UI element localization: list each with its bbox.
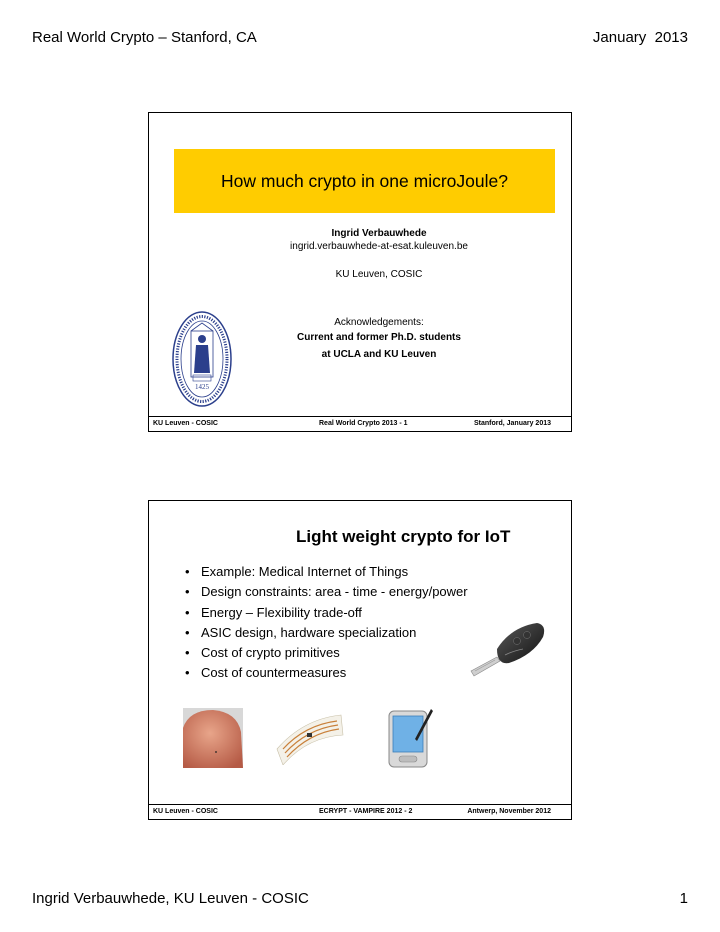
slide-1-footer: [149, 416, 571, 431]
slide-2-title: Light weight crypto for IoT: [296, 527, 511, 546]
bullet-item: • Example: Medical Internet of Things: [185, 562, 468, 582]
car-key-image: [467, 619, 547, 681]
acknowledgements-label: Acknowledgements:: [334, 317, 424, 328]
page-footer-left: Ingrid Verbauwhede, KU Leuven - COSIC: [32, 890, 309, 907]
slide-2-footer-middle: ECRYPT - VAMPIRE 2012 - 2: [319, 808, 413, 815]
slide-1-footer-right: Stanford, January 2013: [473, 420, 551, 427]
page-header-left: Real World Crypto – Stanford, CA: [32, 29, 257, 46]
slide-1-footer-middle: Real World Crypto 2013 - 1: [319, 420, 408, 427]
seal-year: 1425: [195, 383, 209, 391]
rfid-tag-image: [273, 709, 345, 765]
author-name: Ingrid Verbauwhede: [331, 228, 427, 239]
ku-leuven-seal-icon: [171, 309, 233, 409]
bullet-item: • Design constraints: area - time - energy/power: [185, 582, 468, 602]
slide-2-footer: [149, 804, 571, 819]
bullet-item: • Cost of countermeasures: [185, 663, 468, 683]
slide-2-footer-right: Antwerp, November 2012: [467, 808, 551, 815]
bullet-item: • Energy – Flexibility trade-off: [185, 603, 468, 623]
acknowledgements-line-2: at UCLA and KU Leuven: [321, 349, 437, 360]
slide-1-title-box: [174, 149, 555, 213]
acknowledgements-line-1: Current and former Ph.D. students: [297, 332, 461, 343]
affiliation: KU Leuven, COSIC: [335, 269, 423, 280]
page-number: 1: [679, 890, 688, 907]
slide-2-bullet-list: [185, 562, 468, 684]
slide-1-title: How much crypto in one microJoule?: [221, 170, 508, 191]
bullet-item: • Cost of crypto primitives: [185, 643, 468, 663]
bullet-item: • ASIC design, hardware specialization: [185, 623, 468, 643]
slide-1-footer-left: KU Leuven - COSIC: [153, 420, 218, 427]
author-email: ingrid.verbauwhede-at-esat.kuleuven.be: [290, 241, 468, 252]
slide-2-footer-left: KU Leuven - COSIC: [153, 808, 218, 815]
slide-2: [148, 500, 572, 820]
slide-1: [148, 112, 572, 432]
pda-device-image: [385, 705, 435, 769]
fingertip-chip-image: [183, 708, 243, 768]
page-header-right: January 2013: [592, 29, 688, 46]
